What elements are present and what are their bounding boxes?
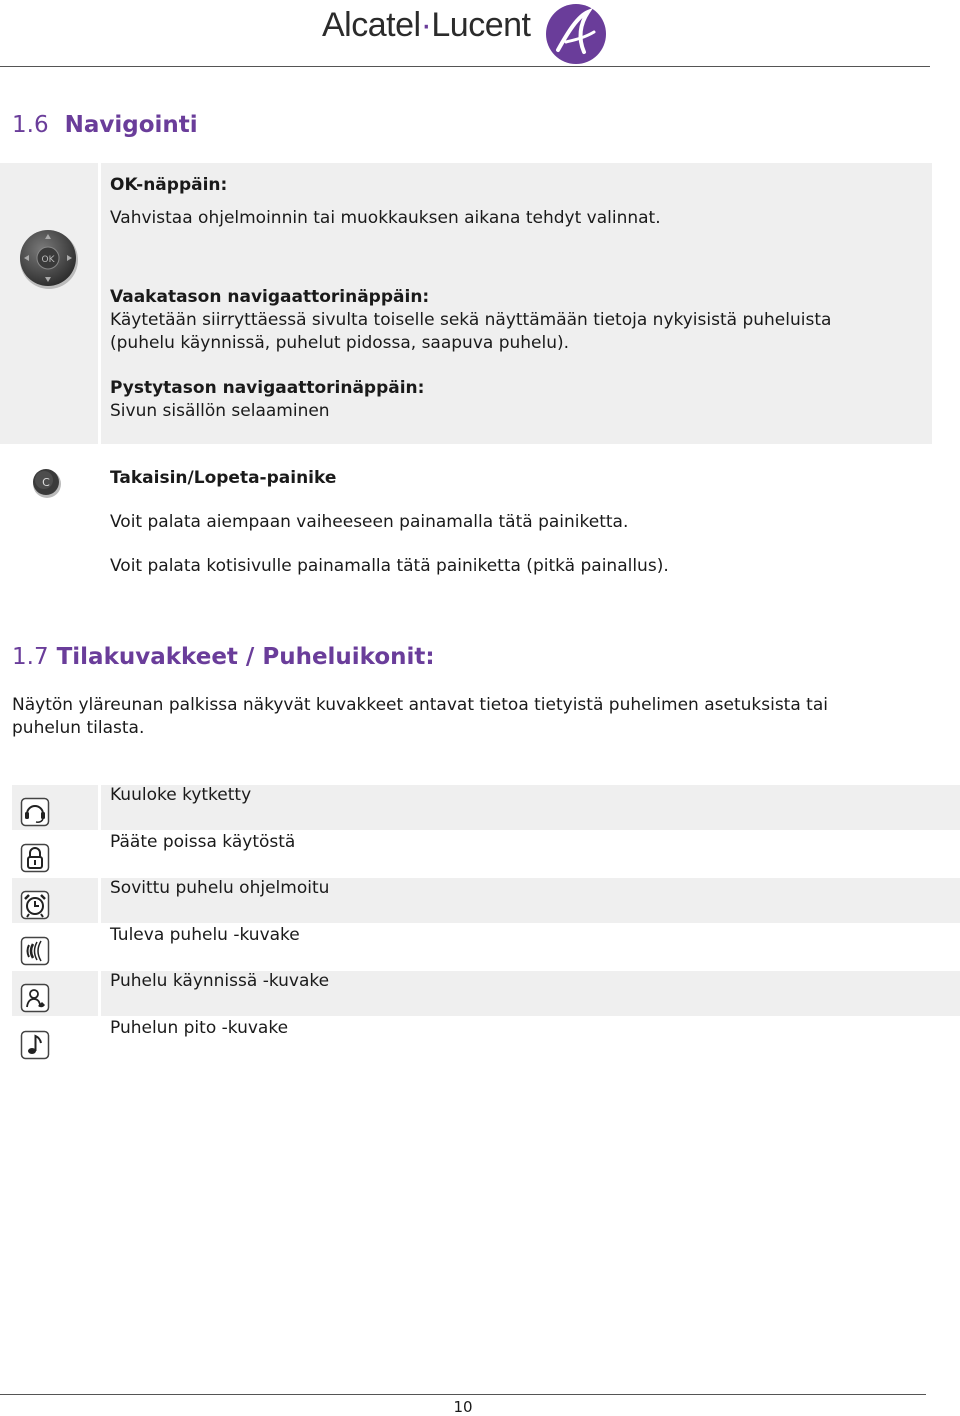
section-17-intro-line1: Näytön yläreunan palkissa näkyvät kuvakkeet antavat tietoa tietyistä puhelimen asetuksista tai: [12, 695, 828, 715]
section-17-title: Tilakuvakkeet / Puheluikonit:: [56, 644, 435, 670]
back-key-line2: Voit palata kotisivulle painamalla tätä painiketta (pitkä painallus).: [110, 556, 669, 576]
brand-separator: ·: [420, 6, 432, 44]
horizontal-nav-title: Vaakatason navigaattorinäppäin:: [110, 287, 430, 307]
footer-divider: [0, 1394, 926, 1395]
call-in-progress-icon: [20, 983, 50, 1013]
icon-label-hold: Puhelun pito -kuvake: [110, 1018, 289, 1038]
horizontal-nav-line1: Käytetään siirryttäessä sivulta toiselle sekä näyttämään tietoja nykyisistä puheluista: [110, 310, 832, 330]
section-17-intro-line2: puhelun tilasta.: [12, 718, 145, 738]
lock-icon: [20, 843, 50, 873]
back-c-key-icon: [30, 466, 64, 504]
navigation-icon-cell: [0, 163, 98, 444]
icon-label-headset: Kuuloke kytketty: [110, 785, 252, 805]
section-16-heading: [12, 112, 198, 138]
alarm-clock-icon: [20, 890, 50, 920]
brand-logo-text: [322, 6, 530, 45]
music-note-icon: [20, 1030, 50, 1060]
headset-icon: [20, 797, 50, 827]
back-key-letter: C: [42, 476, 50, 489]
ok-navigator-icon: [18, 228, 80, 294]
incoming-call-icon: [20, 936, 50, 966]
section-16-number: 1.6: [12, 112, 49, 138]
vertical-nav-title: Pystytason navigaattorinäppäin:: [110, 378, 425, 398]
icon-label-alarm: Sovittu puhelu ohjelmoitu: [110, 878, 330, 898]
vertical-nav-description: Sivun sisällön selaaminen: [110, 401, 330, 421]
brand-right: Lucent: [431, 6, 531, 44]
header-divider: [0, 66, 930, 67]
ok-key-description: Vahvistaa ohjelmoinnin tai muokkauksen aikana tehdyt valinnat.: [110, 208, 661, 228]
brand-left: Alcatel: [322, 6, 421, 44]
icon-label-lock: Pääte poissa käytöstä: [110, 832, 296, 852]
alcatel-lucent-logo-icon: [544, 2, 608, 70]
section-16-title: Navigointi: [64, 112, 198, 138]
back-key-title: Takaisin/Lopeta-painike: [110, 468, 337, 488]
back-key-line1: Voit palata aiempaan vaiheeseen painamalla tätä painiketta.: [110, 512, 629, 532]
horizontal-nav-line2: (puhelu käynnissä, puhelut pidossa, saapuva puhelu).: [110, 333, 570, 353]
section-17-number: 1.7: [12, 644, 49, 670]
icon-label-call-in-progress: Puhelu käynnissä -kuvake: [110, 971, 330, 991]
page-number: 10: [453, 1398, 473, 1416]
section-17-heading: [12, 644, 435, 670]
icon-label-incoming-call: Tuleva puhelu -kuvake: [110, 925, 300, 945]
ok-key-title: OK-näppäin:: [110, 175, 228, 195]
svg-text:OK: OK: [41, 255, 55, 265]
